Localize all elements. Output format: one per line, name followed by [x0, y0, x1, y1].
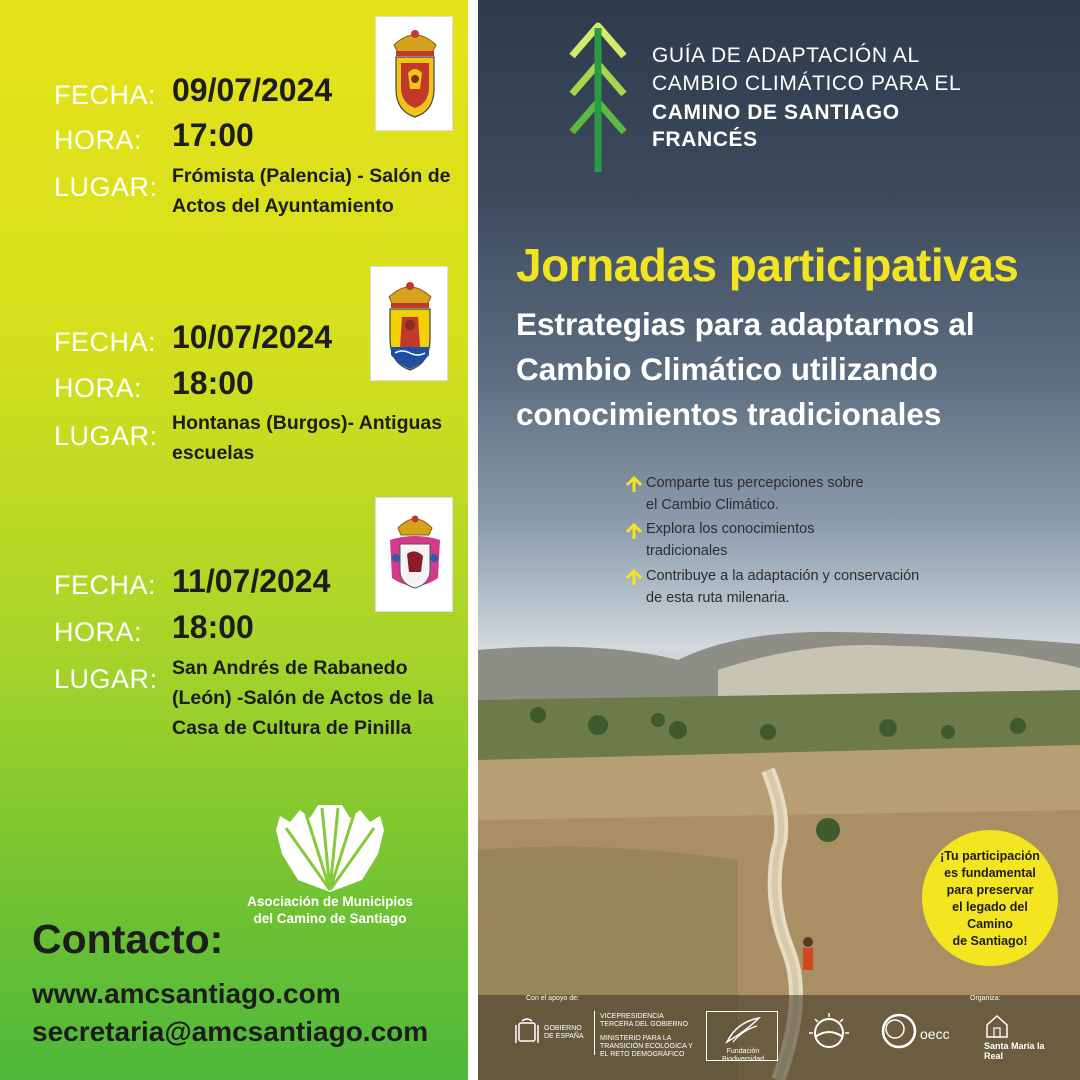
- fecha-value: 09/07/2024: [172, 72, 333, 108]
- lugar-line: (León) -Salón de Actos de la: [172, 687, 434, 709]
- fecha-label: FECHA:: [54, 570, 157, 600]
- lugar-value: [172, 653, 468, 743]
- support-label: Con el apoyo de:: [526, 995, 579, 1002]
- lugar-line: Casa de Cultura de Pinilla: [172, 717, 412, 739]
- callout-line: el legado del: [952, 900, 1028, 914]
- lugar-label: LUGAR:: [54, 664, 158, 694]
- arrow-up-icon: [624, 567, 644, 587]
- bullet-line: de esta ruta milenaria.: [646, 590, 790, 606]
- lugar-value: [172, 161, 468, 221]
- association-name-line: del Camino de Santiago: [253, 911, 407, 926]
- lugar-line: Actos del Ayuntamiento: [172, 195, 394, 217]
- callout-text: [922, 848, 1058, 950]
- fundacion-logo: [706, 1011, 778, 1061]
- bullet-item: [646, 472, 864, 516]
- pima-sun-logo-icon: [804, 1011, 854, 1055]
- santa-maria-label: Santa María la Real: [984, 1041, 1045, 1061]
- hora-value: 18:00: [172, 365, 254, 401]
- oecc-label: oecc: [920, 1026, 950, 1042]
- san-andres-coat-of-arms-icon: [375, 497, 453, 612]
- events-panel: [0, 0, 468, 1080]
- website-link[interactable]: www.amcsantiago.com: [32, 978, 341, 1009]
- santa-maria-church-icon: [984, 1013, 1010, 1039]
- fecha-value: 11/07/2024: [172, 563, 331, 599]
- guide-title-line: CAMINO DE SANTIAGO: [652, 101, 900, 124]
- subtitle-line: conocimientos tradicionales: [516, 396, 942, 432]
- guide-title-line: FRANCÉS: [652, 128, 758, 151]
- lugar-value: [172, 408, 468, 468]
- poster-panel: [478, 0, 1080, 1080]
- headline: Jornadas participativas: [516, 239, 1019, 291]
- lugar-line: escuelas: [172, 442, 255, 464]
- bullet-line: Explora los conocimientos: [646, 521, 815, 537]
- callout-line: Camino: [967, 917, 1013, 931]
- bullet-item: [646, 518, 814, 562]
- email-link[interactable]: secretaria@amcsantiago.com: [32, 1016, 429, 1047]
- spain-coat-of-arms-icon: [514, 1017, 540, 1047]
- bullet-line: tradicionales: [646, 543, 728, 559]
- lugar-line: Hontanas (Burgos)- Antiguas: [172, 412, 443, 434]
- hora-label: HORA:: [54, 373, 143, 403]
- bullet-item: [646, 565, 919, 609]
- ministerio-label: MINISTERIO PARA LA TRANSICIÓN ECOLÓGICA Y EL RETO DEMOGRÁFICO: [600, 1035, 693, 1058]
- hontanas-coat-of-arms-icon: [370, 266, 448, 381]
- association-name: [230, 893, 430, 927]
- sponsor-separator: [594, 1011, 595, 1055]
- fecha-value: 10/07/2024: [172, 319, 333, 355]
- organiza-label: Organiza:: [970, 995, 1001, 1002]
- lugar-label: LUGAR:: [54, 172, 158, 202]
- guide-title-line: CAMBIO CLIMÁTICO PARA EL: [652, 72, 962, 95]
- contact-title: Contacto:: [32, 916, 224, 962]
- subtitle-line: Cambio Climático utilizando: [516, 351, 938, 387]
- oecc-logo-icon: [880, 1011, 918, 1051]
- hora-value: 18:00: [172, 609, 254, 645]
- fecha-label: FECHA:: [54, 327, 157, 357]
- callout-line: es fundamental: [944, 866, 1036, 880]
- bullet-line: el Cambio Climático.: [646, 497, 779, 513]
- fundacion-label: Fundación Biodiversidad: [721, 1048, 765, 1063]
- lugar-line: San Andrés de Rabanedo: [172, 657, 408, 679]
- arrow-up-icon: [624, 521, 644, 541]
- vicepresidencia-label: VICEPRESIDENCIA TERCERA DEL GOBIERNO: [600, 1013, 689, 1028]
- fundacion-leaf-icon: [723, 1016, 763, 1044]
- callout-line: ¡Tu participación: [940, 849, 1040, 863]
- hora-label: HORA:: [54, 617, 143, 647]
- fecha-label: FECHA:: [54, 80, 157, 110]
- bullet-line: Contribuye a la adaptación y conservación: [646, 568, 920, 584]
- gobierno-label: GOBIERNO DE ESPAÑA: [544, 1025, 584, 1040]
- lugar-label: LUGAR:: [54, 421, 158, 451]
- fromista-coat-of-arms-icon: [375, 16, 453, 131]
- subtitle-line: Estrategias para adaptarnos al: [516, 306, 975, 342]
- hora-value: 17:00: [172, 117, 254, 153]
- arrow-up-icon: [624, 474, 644, 494]
- guide-title-line: GUÍA DE ADAPTACIÓN AL: [652, 44, 920, 67]
- lugar-line: Frómista (Palencia) - Salón de: [172, 165, 451, 187]
- tree-logo-icon: [566, 18, 630, 174]
- hora-label: HORA:: [54, 125, 143, 155]
- callout-line: de Santiago!: [952, 934, 1028, 948]
- sponsor-bar: [478, 995, 1080, 1080]
- callout-line: para preservar: [946, 883, 1034, 897]
- bullet-line: Comparte tus percepciones sobre: [646, 475, 864, 491]
- panel-divider: [468, 0, 478, 1080]
- association-name-line: Asociación de Municipios: [247, 894, 413, 909]
